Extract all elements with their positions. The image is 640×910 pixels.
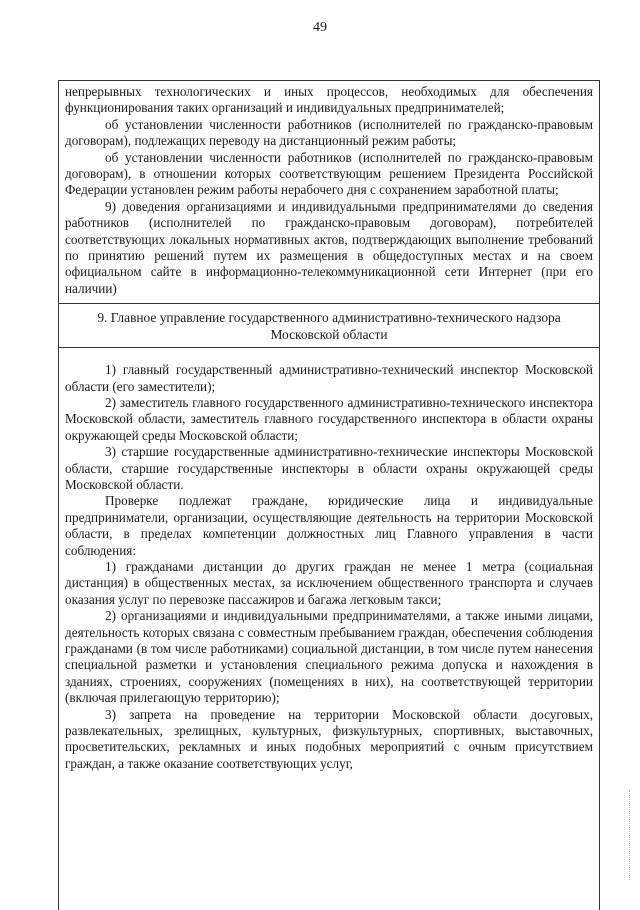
paragraph: 9) доведения организациями и индивидуальными предпринимателями до сведения работников (исполнителей по гражданско-правовым договорам), потребителей соответствующих локальных нормативных актов, подтверждающих выполнение требований по принятию решений путем их размещения в общедоступных местах и на своем официальном сайте в информационно-телекоммуникационной сети Интернет (при его наличии) (65, 198, 593, 296)
table-row-section-body (59, 348, 599, 775)
document-table (58, 80, 600, 910)
paragraph: об установлении численности работников (исполнителей по гражданско-правовым договорам), подлежащих переводу на дистанционный режим работы; (65, 116, 593, 149)
paragraph: 1) гражданами дистанции до других граждан не менее 1 метра (социальная дистанция) в общественных местах, за исключением общественного транспорта и случаев оказания услуг по перевозке пассажиров и багажа легковым такси; (65, 558, 593, 607)
paragraph: об установлении численности работников (исполнителей по гражданско-правовым договорам), в отношении которых соответствующим решением Президента Российской Федерации установлен режим работы нерабочего дня с сохранением заработной платы; (65, 149, 593, 198)
paragraph: Проверке подлежат граждане, юридические лица и индивидуальные предприниматели, организации, осуществляющие деятельность на территории Московской области, в пределах компетенции должностных лиц Главного управления в части соблюдения: (65, 493, 593, 558)
paragraph: непрерывных технологических и иных процессов, необходимых для обеспечения функционирования таких организаций и индивидуальных предпринимателей; (65, 84, 593, 116)
section-heading: 9. Главное управление государственного административно-технического надзора Московской области (59, 304, 599, 348)
paragraph: 3) старшие государственные административно-технические инспекторы Московской области, старшие государственные инспекторы в области охраны окружающей среды Московской области. (65, 444, 593, 492)
paragraph: 3) запрета на проведение на территории Московской области досуговых, развлекательных, зрелищных, культурных, физкультурных, спортивных, выставочных, просветительских, рекламных и иных подобных мероприятий с очным присутствием граждан, а также оказание соответствующих услуг, (65, 706, 593, 771)
paragraph: 2) организациями и индивидуальными предпринимателями, а также иными лицами, деятельность которых связана с совместным пребыванием граждан, обеспечения соблюдения гражданами (в том числе работниками) социальной дистанции, в том числе путем нанесения специальной разметки и установления специального режима допуска и нахождения в зданиях, строениях, сооружениях (помещениях в них), на соответствующей территории (включая прилегающую территорию); (65, 608, 593, 706)
paragraph: 1) главный государственный административно-технический инспектор Московской области (его заместители); (65, 362, 593, 394)
paragraph: 2) заместитель главного государственного административно-технического инспектора Московской области, заместитель главного государственного инспектора в области охраны окружающей среды Московской области; (65, 394, 593, 443)
margin-scan-mark (629, 790, 634, 880)
table-row-continuation (59, 80, 599, 304)
page-number: 49 (313, 20, 327, 35)
